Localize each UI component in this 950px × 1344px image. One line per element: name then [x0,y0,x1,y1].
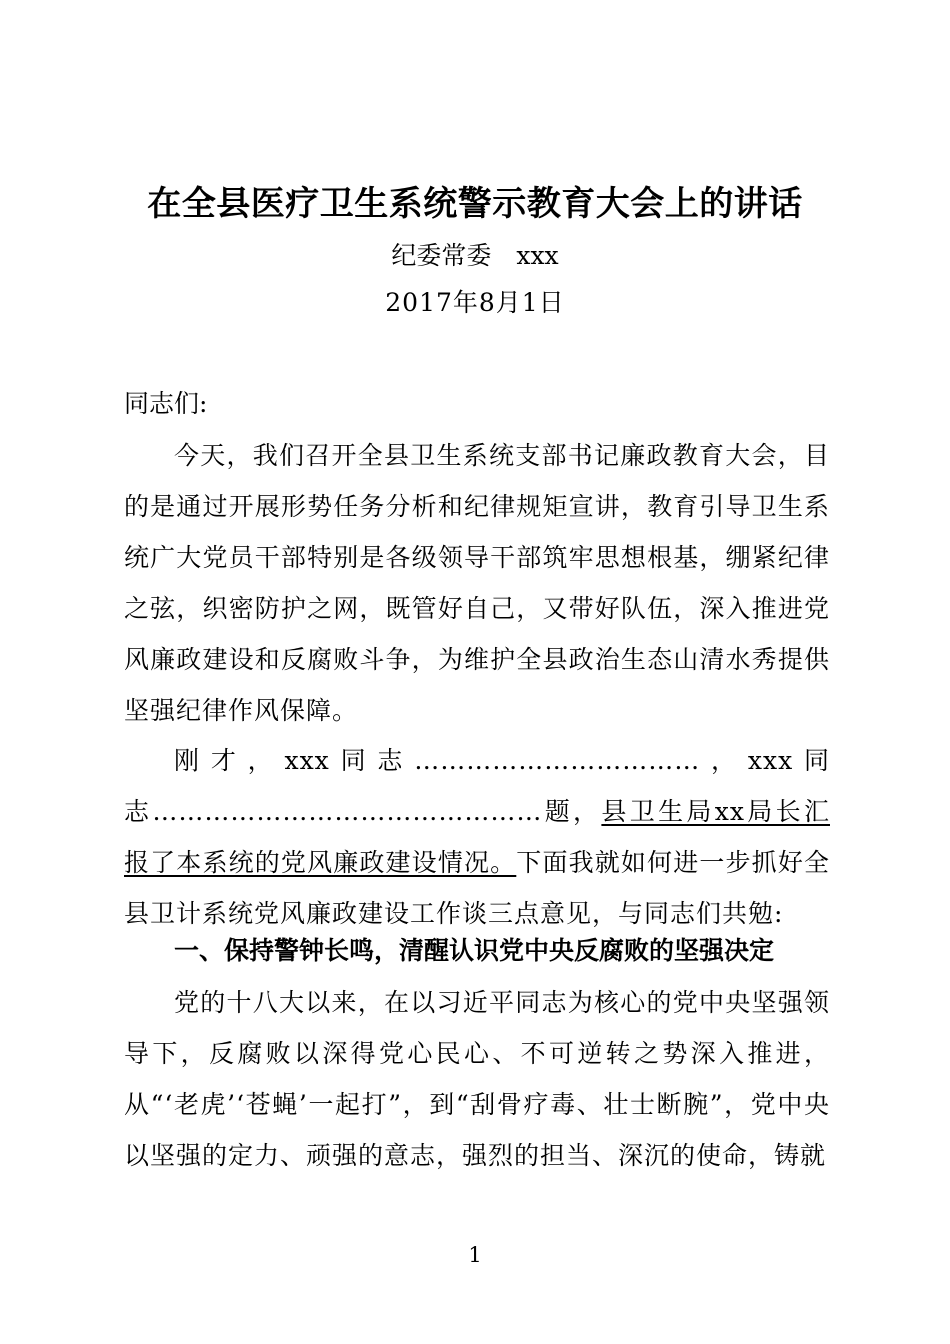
author-line: 纪委常委 xxx [391,241,559,270]
paragraph-2 [124,735,830,939]
document-title: 在全县医疗卫生系统警示教育大会上的讲话 [147,184,803,224]
page-number: 1 [468,1243,482,1267]
paragraph-3: 党的十八大以来，在以习近平同志为核心的党中央坚强领导下，反腐败以深得党心民心、不可逆转之势深入推进，从“‘老虎’‘苍蝇’一起打”，到“刮骨疗毒、壮士断腕”，党中央以坚强的定力、顽强的意志，强烈的担当、深沉的使命，铸就 [124,988,830,1170]
section-heading-1: 一、保持警钟长鸣，清醒认识党中央反腐败的坚强决定 [174,936,775,965]
paragraph-2-text-end: 下面我就如何进一步抓好全县卫计系统党风廉政建设工作谈三点意见，与同志们共勉: [124,848,830,928]
underlined-text: 县卫生局xx局长汇报了本系统的党风廉政建设情况。 [124,797,830,877]
salutation: 同志们: [124,389,208,418]
paragraph-2-text-start: 刚才，xxx同志……………………………，xxx同志………………………………………题， [124,746,830,826]
date-line: 2017年8月1日 [385,288,565,317]
paragraph-1: 今天，我们召开全县卫生系统支部书记廉政教育大会，目的是通过开展形势任务分析和纪律规矩宣讲，教育引导卫生系统广大党员干部特别是各级领导干部筑牢思想根基，绷紧纪律之弦，织密防护之网，既管好自己，又带好队伍，深入推进党风廉政建设和反腐败斗争，为维护全县政治生态山清水秀提供坚强纪律作风保障。 [124,441,830,725]
